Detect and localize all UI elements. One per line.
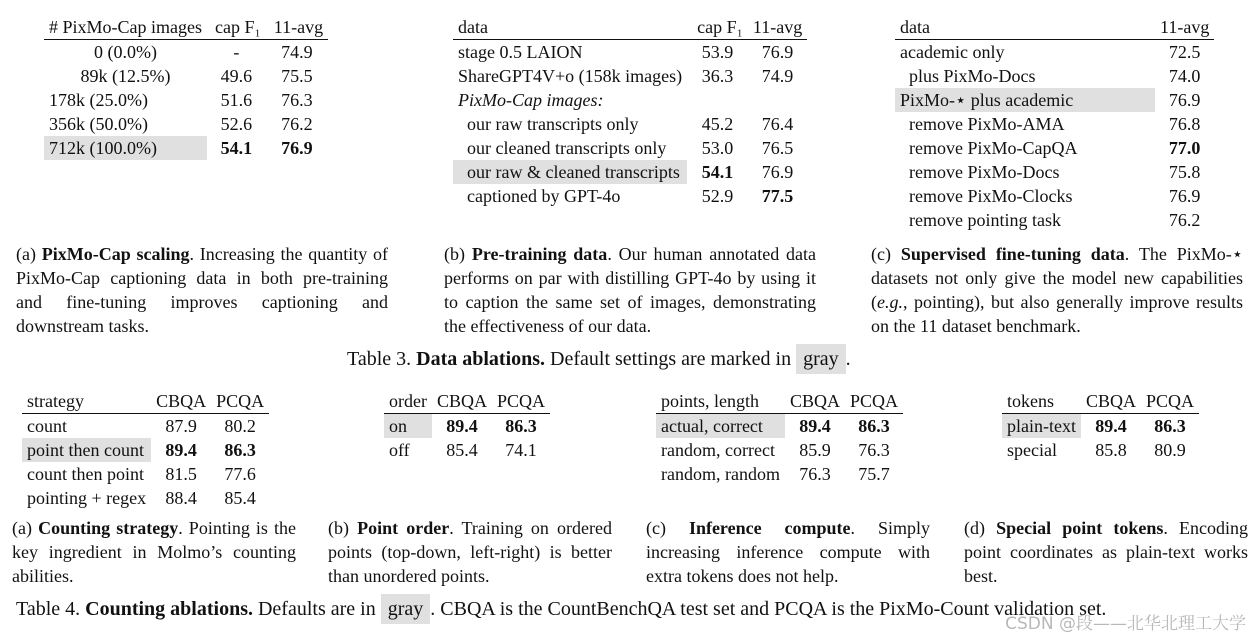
table-row: 178k (25.0%) 51.6 76.3 [49,90,313,110]
table4b-caption: (b) Point order. Training on ordered points (top-down, left-right) is better than unordered points. [328,518,613,586]
header: strategy [22,388,151,414]
table-row: random, correct 85.9 76.3 [661,440,890,460]
table-row: captioned by GPT-4o 52.9 77.5 [467,186,794,206]
table4d [1002,388,1199,462]
header: # PixMo-Cap images [44,14,207,40]
table-row-default: actual, correct 89.4 86.3 [656,414,903,439]
table-row: remove PixMo-Docs 75.8 [909,162,1201,182]
table-row-default: point then count 89.4 86.3 [22,438,269,462]
table-row: PixMo-Cap images: [458,90,604,110]
table3a-caption: (a) PixMo-Cap scaling. Increasing the quantity of PixMo-Cap captioning data in both pre-training and fine-tuning improves captioning and downstream tasks. [16,244,388,336]
table3-caption: Table 3. Data ablations. Default settings are marked in gray . [347,344,851,374]
table-row: remove PixMo-AMA 76.8 [909,114,1201,134]
table-row: count then point 81.5 77.6 [27,464,256,484]
table4c-caption: (c) Inference compute. Simply increasing inference compute with extra tokens does not help. [646,518,930,586]
gray-swatch: gray [796,344,846,374]
table-row: stage 0.5 LAION 53.9 76.9 [458,42,794,62]
table-row: our cleaned transcripts only 53.0 76.5 [467,138,794,158]
table-row: special 85.8 80.9 [1007,440,1186,460]
header: 11-avg [748,14,807,40]
table-row-default: our raw & cleaned transcripts 54.1 76.9 [453,160,807,184]
table-row: remove PixMo-CapQA 77.0 [909,138,1201,158]
table-row-default: on 89.4 86.3 [384,414,550,439]
header: PCQA [492,388,550,414]
table-row: 0 (0.0%) - 74.9 [94,42,313,62]
header: cap F₁ [687,14,748,40]
table-row: remove PixMo-Clocks 76.9 [909,186,1201,206]
header: PCQA [845,388,903,414]
table3c-caption: (c) Supervised fine-tuning data. The PixMo-⋆ datasets not only give the model new capabilities (e.g., pointing), but also generally improve results on the 11 dataset benchmark. [871,244,1243,336]
table-row: our raw transcripts only 45.2 76.4 [467,114,794,134]
header: order [384,388,432,414]
header: data [453,14,687,40]
header: cap F₁ [207,14,266,40]
table3a [44,14,328,160]
table4c [656,388,903,486]
header: PCQA [1141,388,1199,414]
table-row: plus PixMo-Docs 74.0 [909,66,1201,86]
table3c [895,14,1214,232]
table-row: off 85.4 74.1 [389,440,537,460]
table4a-caption: (a) Counting strategy. Pointing is the key ingredient in Molmo’s counting abilities. [12,518,297,586]
table-row: random, random 76.3 75.7 [661,464,890,484]
table-row-default: 712k (100.0%) 54.1 76.9 [44,136,328,160]
gray-swatch: gray [381,594,431,624]
table-row: remove pointing task 76.2 [909,210,1201,230]
table-row-default: PixMo-⋆ plus academic 76.9 [895,88,1214,112]
header: points, length [656,388,785,414]
table-row-default: plain-text 89.4 86.3 [1002,414,1199,439]
table-row: 89k (12.5%) 49.6 75.5 [80,66,313,86]
header: PCQA [211,388,269,414]
table-row: academic only 72.5 [900,42,1201,62]
header: CBQA [785,388,845,414]
header: tokens [1002,388,1081,414]
table-row: count 87.9 80.2 [27,416,256,436]
header: CBQA [1081,388,1141,414]
table4b [384,388,550,462]
header: CBQA [432,388,492,414]
table-row: pointing + regex 88.4 85.4 [27,488,256,508]
table4-caption: Table 4. Counting ablations. Defaults are in gray . CBQA is the CountBenchQA test set and PCQA is the PixMo-Count validation set. [16,594,1106,624]
watermark: CSDN @段——北华北理工大学 [1005,614,1246,634]
table-row: 356k (50.0%) 52.6 76.2 [49,114,313,134]
table-row: ShareGPT4V+o (158k images) 36.3 74.9 [458,66,794,86]
header: 11-avg [266,14,328,40]
header: 11-avg [1155,14,1214,40]
header: CBQA [151,388,211,414]
table4d-caption: (d) Special point tokens. Encoding point coordinates as plain-text works best. [964,518,1248,586]
header: data [895,14,1155,40]
table3b-caption: (b) Pre-training data. Our human annotated data performs on par with distilling GPT-4o by using it to caption the same set of images, demonstrating the effectiveness of our data. [444,244,817,336]
table3b [453,14,807,208]
table4a [22,388,269,510]
